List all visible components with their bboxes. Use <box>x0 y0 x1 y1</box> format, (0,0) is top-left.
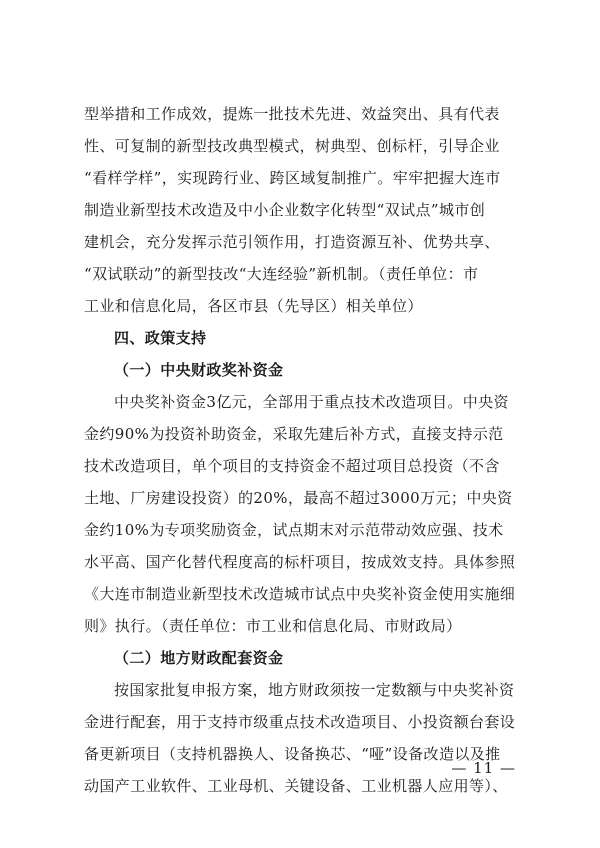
paragraph-line-3: “看样学样”，实现跨行业、跨区域复制推广。牢牢把握大连市 <box>84 169 501 187</box>
section-heading: 四、政策支持 <box>114 329 207 347</box>
central-funds-line-3: 技术改造项目，单个项目的支持资金不超过项目总投资（不含 <box>84 457 500 475</box>
page-number: — 11 — <box>451 759 516 777</box>
paragraph-line-2: 性、可复制的新型技改典型模式，树典型、创标杆，引导企业 <box>84 137 500 155</box>
central-funds-line-6: 水平高、国产化替代程度高的标杆项目，按成效支持。具体参照 <box>84 553 516 571</box>
central-funds-line-1: 中央奖补资金3亿元，全部用于重点技术改造项目。中央资 <box>114 393 509 411</box>
paragraph-line-5: 建机会，充分发挥示范引领作用，打造资源互补、优势共享、 <box>84 233 500 251</box>
paragraph-line-6: “双试联动”的新型技改“大连经验”新机制。（责任单位：市 <box>84 265 479 283</box>
subsection-heading-central-funds: （一）中央财政奖补资金 <box>114 361 284 379</box>
central-funds-line-2: 金约90%为投资补助资金，采取先建后补方式，直接支持示范 <box>84 425 504 443</box>
paragraph-line-1: 型举措和工作成效，提炼一批技术先进、效益突出、具有代表 <box>84 105 500 123</box>
local-funds-line-2: 金进行配套，用于支持市级重点技术改造项目、小投资额台套设 <box>84 713 516 731</box>
subsection-heading-local-funds: （二）地方财政配套资金 <box>114 649 284 667</box>
central-funds-line-4: 土地、厂房建设投资）的20%，最高不超过3000万元；中央资 <box>84 489 513 507</box>
central-funds-line-5: 金约10%为专项奖励资金，试点期末对示范带动效应强、技术 <box>84 521 504 539</box>
paragraph-line-4: 制造业新型技术改造及中小企业数字化转型“双试点”城市创 <box>84 201 486 219</box>
central-funds-line-7: 《大连市制造业新型技术改造城市试点中央奖补资金使用实施细 <box>84 585 516 603</box>
paragraph-line-7: 工业和信息化局，各区市县（先导区）相关单位） <box>84 297 423 315</box>
local-funds-line-3: 备更新项目（支持机器换人、设备换芯、“哑”设备改造以及推 <box>84 745 501 763</box>
central-funds-line-8: 则》执行。（责任单位：市工业和信息化局、市财政局） <box>84 617 462 635</box>
document-body <box>84 98 528 802</box>
local-funds-line-1: 按国家批复申报方案，地方财政须按一定数额与中央奖补资 <box>114 681 515 699</box>
local-funds-line-4: 动国产工业软件、工业母机、关键设备、工业机器人应用等）、 <box>84 777 508 795</box>
